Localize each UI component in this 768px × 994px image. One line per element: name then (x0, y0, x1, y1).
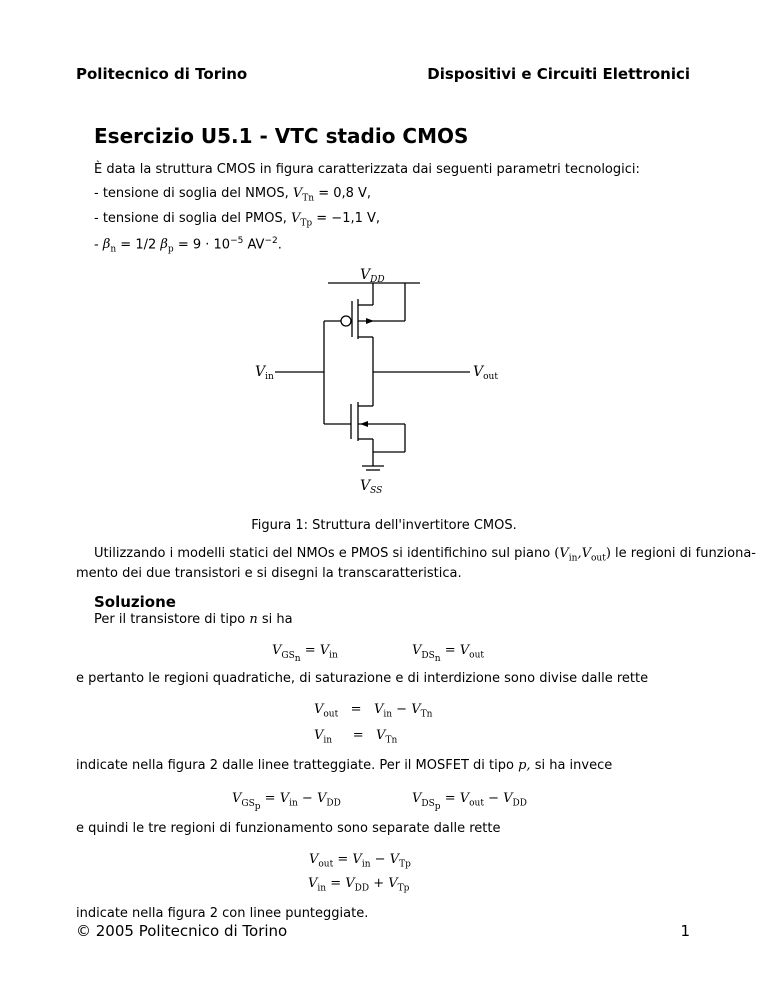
solution-heading: Soluzione (94, 593, 176, 611)
param-beta-dash: - (94, 237, 99, 253)
vtn-symbol: $V_{Tn}$ (292, 186, 315, 204)
header-left: Politecnico di Torino (76, 65, 248, 83)
paragraph-line-1 (94, 546, 756, 564)
vtp-symbol: $V_{Tp}$ (290, 211, 313, 229)
page-number: 1 (680, 922, 690, 940)
figure-caption: Figura 1: Struttura dell'invertitore CMOS. (251, 518, 517, 533)
vss-label: $V_{SS}$ (360, 478, 383, 496)
beta-n-symbol: $\beta_n$ (102, 237, 117, 255)
param-beta-value: = 9 · 10 (177, 237, 231, 253)
intro-text: È data la struttura CMOS in figura caratterizzata dai seguenti parametri tecnologici: (94, 162, 640, 177)
solution-line-5: indicate nella figura 2 con linee punteggiate. (76, 906, 369, 921)
param-beta-unit-exp: −2 (264, 236, 278, 246)
param-nmos-value: = 0,8 V, (318, 186, 372, 201)
header-right: Dispositivi e Circuiti Elettronici (427, 65, 690, 83)
para1-a: Utilizzando i modelli statici del NMOs e PMOS si identifichino sul piano (94, 546, 551, 561)
solution-line-4: e quindi le tre regioni di funzionamento sono separate dalle rette (76, 821, 501, 836)
pmos-arrow (366, 318, 374, 324)
param-beta-unit: AV (247, 237, 265, 253)
nmos-arrow (360, 421, 368, 427)
eq-p-1: $V_{out} = V_{in} - V_{Tp}$ (309, 852, 411, 870)
paragraph-line-2: mento dei due transistori e si disegni la transcaratteristica. (76, 566, 462, 581)
param-beta-ratio: = 1/2 (120, 237, 157, 253)
param-nmos-text: - tensione di soglia del NMOS, (94, 186, 289, 201)
param-pmos-text: - tensione di soglia del PMOS, (94, 211, 287, 226)
eq-n-2: $V_{in}$ = $V_{Tn}$ (314, 728, 398, 746)
solution-line-2: e pertanto le regioni quadratiche, di saturazione e di interdizione sono divise dalle rette (76, 671, 649, 686)
param-beta-exp: −5 (230, 236, 244, 246)
para1-b: le regioni di funziona- (615, 546, 756, 561)
eq-vgsp: $V_{GS_p} = V_{in} - V_{DD}$ (232, 791, 341, 812)
eq-n-1: $V_{out}$ = $V_{in} - V_{Tn}$ (314, 702, 433, 720)
exercise-title: Esercizio U5.1 - VTC stadio CMOS (94, 124, 469, 148)
footer-copyright: © 2005 Politecnico di Torino (76, 922, 288, 940)
eq-p-2: $V_{in} = V_{DD} + V_{Tp}$ (308, 876, 410, 894)
pmos-bubble (341, 316, 351, 326)
vin-label: $V_{in}$ (255, 364, 274, 382)
eq-vgsn: $V_{GS_n} = V_{in}$ (272, 643, 338, 664)
solution-line-3: indicate nella figura 2 dalle linee tratteggiate. Per il MOSFET di tipo p, si ha invece (76, 758, 613, 773)
vout-label: $V_{out}$ (473, 364, 498, 382)
plane-symbol: $(V_{in},V_{out})$ (554, 546, 611, 564)
param-beta-end: . (277, 237, 282, 253)
eq-vdsp: $V_{DS_p} = V_{out} - V_{DD}$ (412, 791, 527, 812)
vdd-label: $V_{DD}$ (360, 267, 385, 285)
beta-p-symbol: $\beta_p$ (160, 237, 174, 255)
param-pmos-value: = −1,1 V, (316, 211, 381, 226)
solution-line-1: Per il transistore di tipo n si ha (94, 612, 293, 627)
eq-vdsn: $V_{DS_n} = V_{out}$ (412, 643, 484, 664)
